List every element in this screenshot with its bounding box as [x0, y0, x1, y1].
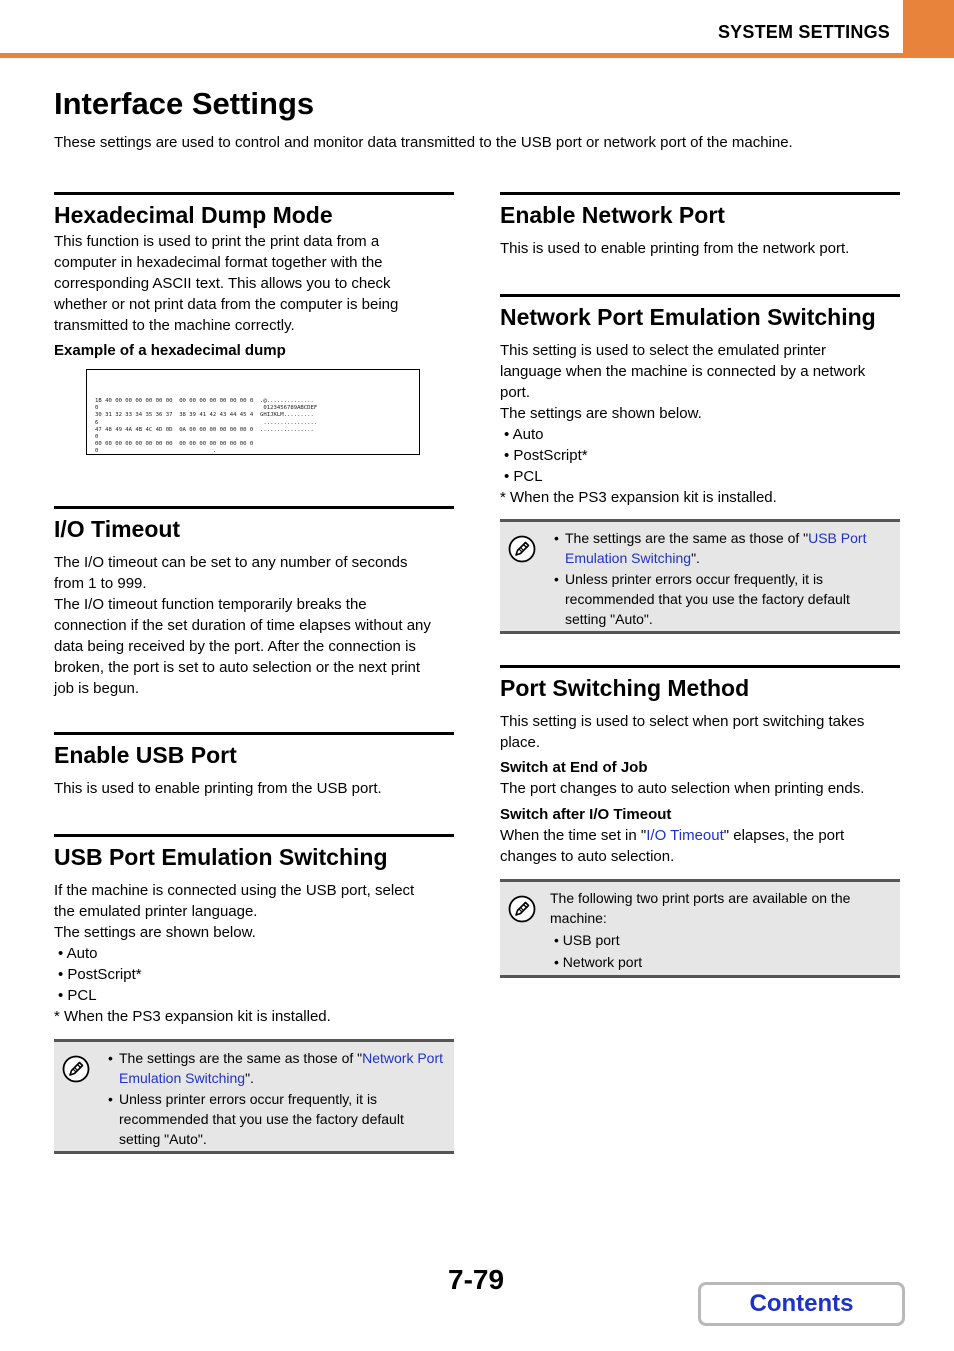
section-rule: [500, 294, 900, 297]
footnote: * When the PS3 expansion kit is installed.: [500, 489, 777, 506]
section-heading: I/O Timeout: [54, 516, 181, 542]
subheading: Switch at End of Job: [500, 759, 648, 776]
dump-row: 0: [95, 434, 99, 441]
link-network-port-emulation[interactable]: Emulation Switching: [119, 1070, 246, 1086]
option-item: • PostScript*: [58, 966, 142, 983]
note-port-item: • USB port: [554, 932, 620, 948]
section-rule: [54, 506, 454, 509]
note-text: The following two print ports are available on the: [550, 890, 851, 906]
dump-row: 1B 40 00 00 00 00 00 00 00 00 00 00 00 00 00 0 .@..............: [95, 398, 314, 404]
note-box: [500, 519, 900, 634]
note-item: • The settings are the same as those of "Network Port Emulation Switching".: [108, 1048, 448, 1088]
option-item: • Auto: [504, 426, 544, 443]
body-line: This function is used to print the print data from a: [54, 233, 380, 250]
note-box: [54, 1039, 454, 1154]
page-title: Interface Settings: [54, 86, 315, 121]
pencil-icon: [508, 895, 536, 923]
body-line: transmitted to the machine correctly.: [54, 317, 295, 334]
body-line: This setting is used to select when port switching takes: [500, 713, 865, 730]
section-heading: Hexadecimal Dump Mode: [54, 202, 333, 228]
pencil-icon: [508, 535, 536, 563]
section-network-emulation: [500, 294, 900, 508]
section-rule: [54, 834, 454, 837]
option-item: • PCL: [504, 468, 543, 485]
body-line: the emulated printer language.: [54, 903, 258, 920]
body-line: whether or not print data from the computer is being: [54, 296, 399, 313]
body-line: job is begun.: [54, 680, 140, 697]
dump-row: 6 ................: [95, 419, 318, 426]
pencil-icon: [62, 1055, 90, 1083]
section-usb-emulation: [54, 834, 454, 1027]
hex-dump-example: [86, 369, 420, 455]
section-enable-network: [500, 192, 900, 259]
body-line: broken, the port is set to auto selection or the next print: [54, 659, 421, 676]
option-item: • PostScript*: [504, 447, 588, 464]
section-hex-dump: [54, 192, 454, 361]
body-line: connection if the set duration of time elapses without any: [54, 617, 431, 634]
section-heading: Enable USB Port: [54, 742, 237, 768]
note-item: • Unless printer errors occur frequently, it is recommended that you use the factory default setting "Auto".: [108, 1089, 448, 1149]
body-line: This is used to enable printing from the network port.: [500, 240, 850, 257]
section-title: SYSTEM SETTINGS: [717, 22, 890, 42]
section-heading: Enable Network Port: [500, 202, 725, 228]
section-io-timeout: [54, 506, 454, 699]
dump-row: 00 00 00 00 00 00 00 00 00 00 00 00 00 00 00 0: [95, 441, 254, 448]
body-line: changes to auto selection.: [500, 848, 675, 865]
section-rule: [500, 665, 900, 668]
body-line: The settings are shown below.: [54, 924, 256, 941]
header-rule: [0, 53, 954, 58]
link-network-port-emulation[interactable]: Network Port: [362, 1050, 444, 1066]
body-line: The settings are shown below.: [500, 405, 702, 422]
body-line: computer in hexadecimal format together with the: [54, 254, 383, 271]
body-line: corresponding ASCII text. This allows you to check: [54, 275, 391, 292]
section-rule: [500, 192, 900, 195]
page-number: 7-79: [448, 1264, 505, 1295]
section-heading: Port Switching Method: [500, 675, 750, 701]
body-line: The I/O timeout function temporarily breaks the: [54, 596, 367, 613]
section-enable-usb: [54, 732, 454, 799]
dump-row: 0 .: [95, 448, 217, 455]
link-usb-port-emulation[interactable]: Emulation Switching: [565, 550, 692, 566]
body-line: This setting is used to select the emulated printer: [500, 342, 827, 359]
body-line: port.: [500, 384, 531, 401]
note-text: machine:: [550, 910, 607, 926]
body-line: This is used to enable printing from the USB port.: [54, 780, 382, 797]
body-line: If the machine is connected using the USB port, select: [54, 882, 415, 899]
link-usb-port-emulation[interactable]: USB Port: [808, 530, 867, 546]
body-line: from 1 to 999.: [54, 575, 147, 592]
header-tab: [903, 0, 954, 53]
body-line: data being received by the port. After the connection is: [54, 638, 416, 655]
body-line: place.: [500, 734, 541, 751]
footnote: * When the PS3 expansion kit is installed.: [54, 1008, 331, 1025]
dump-row: 0 0123456789ABCDEF: [95, 405, 318, 412]
section-rule: [54, 192, 454, 195]
section-heading: USB Port Emulation Switching: [54, 844, 388, 870]
section-heading: Network Port Emulation Switching: [500, 304, 876, 330]
section-rule: [54, 732, 454, 735]
note-box: [500, 879, 900, 978]
note-port-item: • Network port: [554, 954, 643, 970]
intro-text: These settings are used to control and monitor data transmitted to the USB port or network port of the machine.: [54, 134, 793, 151]
section-port-switching: [500, 665, 900, 867]
dump-row: 30 31 32 33 34 35 36 37 38 39 41 42 43 44 45 4 GHIJKLM.........: [95, 412, 314, 419]
subheading: Switch after I/O Timeout: [500, 806, 672, 823]
note-item: • Unless printer errors occur frequently, it is recommended that you use the factory default setting "Auto".: [554, 569, 894, 629]
link-io-timeout[interactable]: I/O Timeout: [646, 827, 724, 844]
body-line: The I/O timeout can be set to any number of seconds: [54, 554, 408, 571]
option-item: • Auto: [58, 945, 98, 962]
example-label: Example of a hexadecimal dump: [54, 342, 286, 359]
note-item: • The settings are the same as those of "USB Port Emulation Switching".: [554, 528, 894, 568]
contents-button[interactable]: Contents: [698, 1282, 905, 1326]
dump-row: 47 48 49 4A 4B 4C 4D 0D 0A 00 00 00 00 00 00 0 ................: [95, 426, 314, 433]
body-line: language when the machine is connected by a network: [500, 363, 866, 380]
body-line: When the time set in "I/O Timeout" elapses, the port: [500, 827, 845, 844]
body-line: The port changes to auto selection when printing ends.: [500, 780, 865, 797]
option-item: • PCL: [58, 987, 97, 1004]
